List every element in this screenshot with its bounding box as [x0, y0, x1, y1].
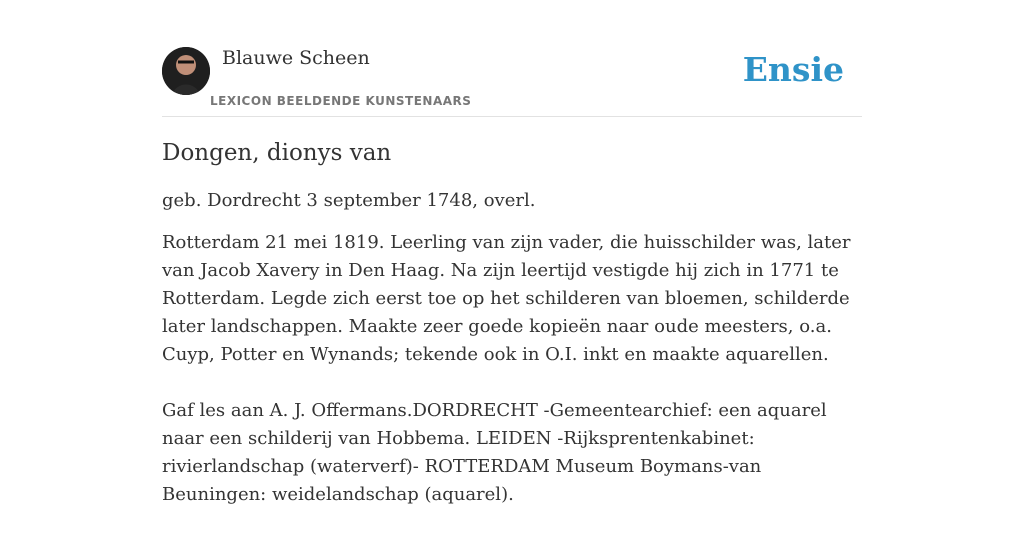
article-header	[162, 46, 862, 117]
article-content	[162, 136, 862, 537]
ensie-logo[interactable]: Ensie	[742, 50, 844, 89]
article-intro: geb. Dordrecht 3 september 1748, overl.	[162, 190, 536, 211]
article-paragraph-2: Gaf les aan A. J. Offermans.DORDRECHT -Gemeentearchief: een aquarel naar een schilderij van Hobbema. LEIDEN -Rijksprentenkabinet: rivierlandschap (waterverf)- ROTTERDAM Museum Boymans-van Beuningen: weidelandschap (aquarel).	[162, 400, 827, 505]
avatar-icon	[162, 47, 210, 95]
article-paragraph-1: Rotterdam 21 mei 1819. Leerling van zijn vader, die huisschilder was, later van Jacob Xavery in Den Haag. Na zijn leertijd vestigde hij zich in 1771 te Rotterdam. Legde zich eerst toe op het schilderen van bloemen, schilderde later landschappen. Maakte zeer goede kopieën naar oude meesters, o.a. Cuyp, Potter en Wynands; tekende ook in O.I. inkt en maakte aquarellen.	[162, 232, 851, 365]
author-name[interactable]: Blauwe Scheen	[222, 47, 370, 69]
page-title: Dongen, dionys van	[162, 140, 392, 166]
author-avatar[interactable]	[162, 47, 210, 95]
section-label[interactable]: LEXICON BEELDENDE KUNSTENAARS	[210, 94, 472, 108]
